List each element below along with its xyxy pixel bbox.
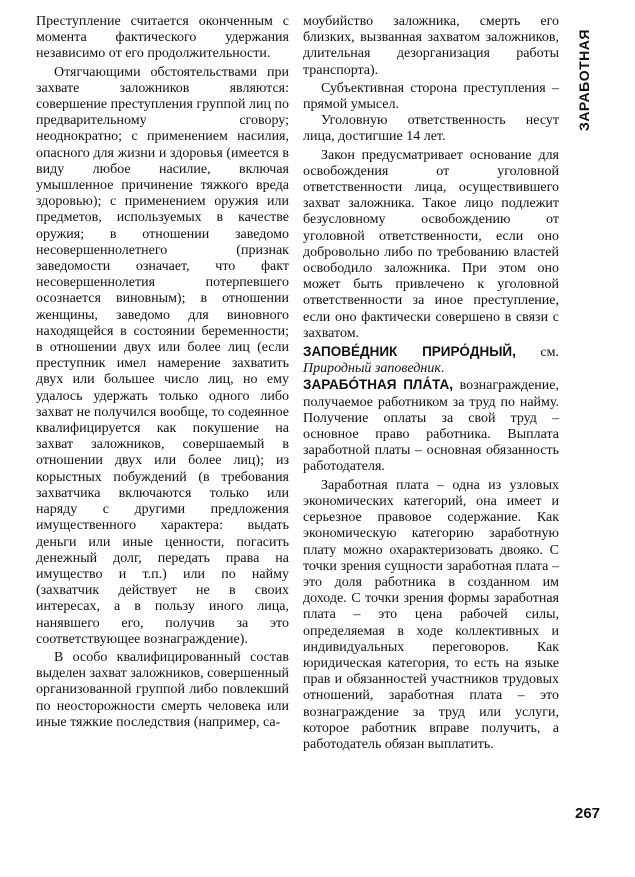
left-paragraph-2: Отягчающими обстоятельствами при захвате заложников являются: совершение преступления группой лиц по предварительному сговору; неоднократно; с применением насилия, опасного для жизни и здоровья (имеется в виду любое насилие, включая умышленное причинение тяжкого вреда здоровью); с применением оружия или предметов, используемых в качестве оружия; в отношении заведомо несовершеннолетнего (признак заведомости означает, что факт несовершеннолетия потерпевшего осознается виновным); в отношении женщины, заведомо для виновного находящейся в состоянии беременности; в отношении двух или более лиц (если преступник имел намерение захватить двух или большее число лиц, но ему удалось удержать только одного либо захват не получился вообще, то содеянное квалифицируется как покушение на захват заложников, совершаемый в отношении двух или более лиц); из корыстных побуждений (в требования захватчика включаются только или наряду с другими предложения имущественного характера: выдать деньги или иные ценности, погасить денежный долг, передать права на имущество и т.п.) или по найму (захватчик действует не в своих интересах, а в пользу иного лица, нанявшего его, получив за это соответствующее вознаграждение). xyxy=(36,64,289,647)
right-paragraph-5: Заработная плата – одна из узловых экономических категорий, она имеет и серьезное правовое содержание. Как экономическую категорию заработную плату можно охарактеризовать двояко. С точки зрения сущности заработная плата – это доля работника в созданном им доходе. С точки зрения формы заработная плата – это цена рабочей силы, определяемая в ходе коллективных и индивидуальных переговоров. Как юридическая категория, то есть на языке прав и обязанностей участников трудовых отношений, заработная плата – это вознаграждение за труд или услуги, которое работник вправе получить, а работодатель обязан выплатить. xyxy=(303,477,559,752)
entry-zarabotnaya-plata-headword: ЗАРАБО́ТНАЯ ПЛА́ТА, xyxy=(303,377,454,393)
page-number: 267 xyxy=(575,805,601,822)
running-head xyxy=(573,20,595,140)
entry-zarabotnaya-plata-definition: вознаграждение, получаемое работником за труд по найму. Получение оплаты за свой труд – основное право работника. Выплата заработной платы – основная обязанность работодателя. xyxy=(303,378,560,475)
right-paragraph-3: Уголовную ответственность несут лица, достигшие 14 лет. xyxy=(303,113,559,145)
entry-zapovednik xyxy=(303,344,559,377)
right-paragraph-4: Закон предусматривает основание для освобождения от уголовной ответственности лица, осуществившего захват заложника. Такое лицо подлежит безусловному освобождению от уголовной ответственности, если оно добровольно либо по требованию властей освободило заложника. При этом оно может быть привлечено к уголовной ответственности за иное преступление, если оно фактически совершено в связи с захватом. xyxy=(303,147,559,341)
left-paragraph-3: В особо квалифицированный состав выделен захват заложников, совершенный организованной группой либо повлекший по неосторожности смерть человека или иные тяжкие последствия (например, са- xyxy=(36,649,289,730)
entry-zapovednik-period: . xyxy=(440,361,445,377)
right-column xyxy=(303,14,559,753)
entry-zapovednik-headword: ЗАПОВЕ́ДНИК ПРИРО́ДНЫЙ, xyxy=(303,344,516,360)
entry-zapovednik-crossref: Природный заповедник xyxy=(303,361,441,377)
right-paragraph-1: моубийство заложника, смерть его близких, вызванная захватом заложников, длительная дезорганизация работы транспорта). xyxy=(303,14,559,78)
left-paragraph-1: Преступление считается оконченным с момента фактического удержания независимо от его продолжительности. xyxy=(36,14,289,62)
running-head-text: ЗАРАБОТНАЯ xyxy=(576,29,593,131)
right-paragraph-2: Субъективная сторона преступления – прямой умысел. xyxy=(303,80,559,113)
left-column xyxy=(36,14,289,731)
entry-zapovednik-see: см. xyxy=(515,345,559,361)
entry-zarabotnaya-plata xyxy=(303,377,559,475)
